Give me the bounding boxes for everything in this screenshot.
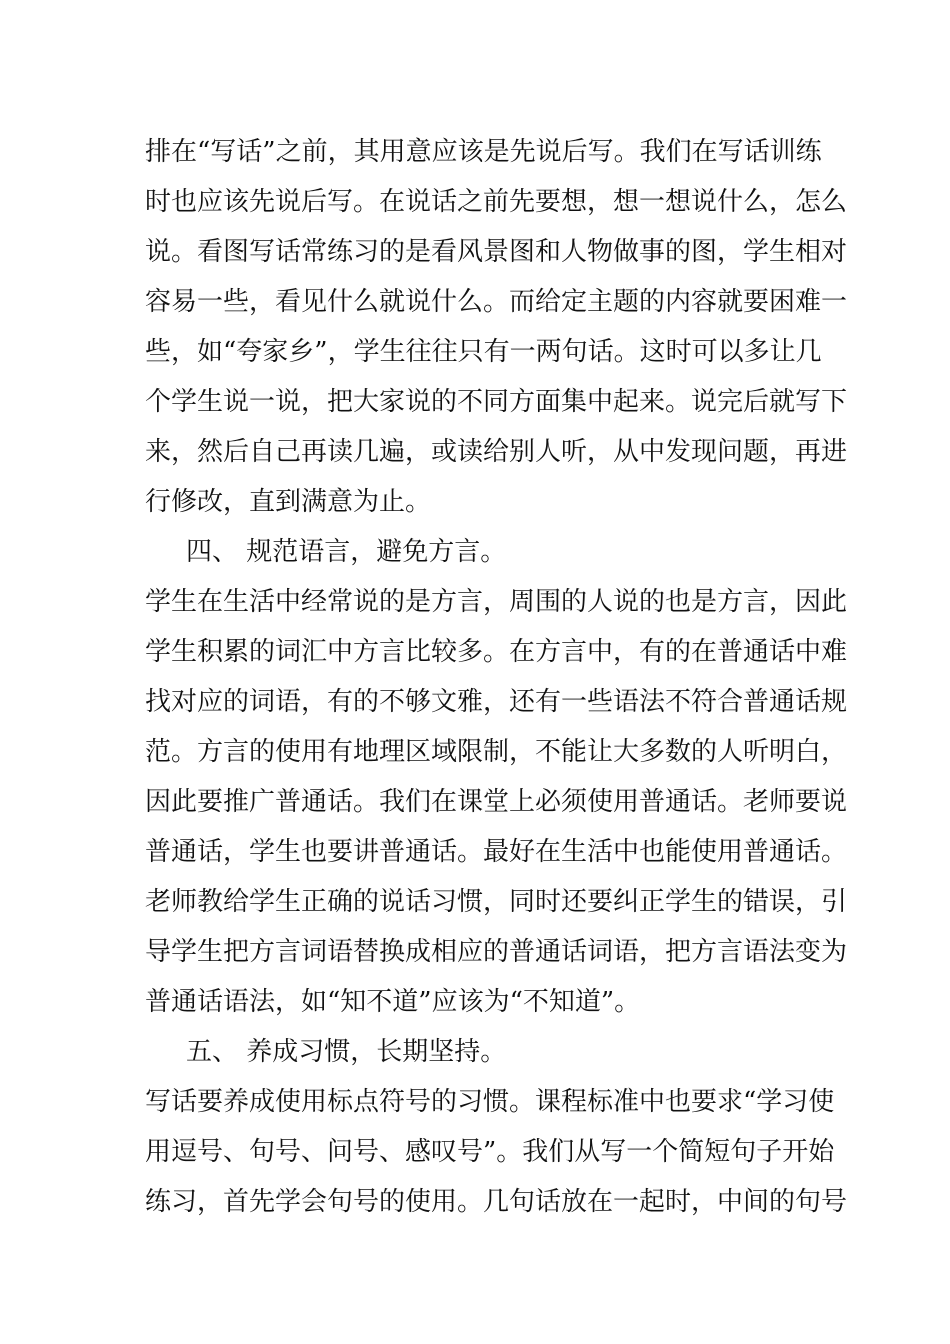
text-line: 范。方言的使用有地理区域限制，不能让大多数的人听明白， <box>145 737 848 767</box>
text-line: 容易一些，看见什么就说什么。而给定主题的内容就要困难一 <box>145 287 848 317</box>
document-body <box>145 127 848 1227</box>
text-line: 个学生说一说，把大家说的不同方面集中起来。说完后就写下 <box>145 387 848 417</box>
text-line: 排在“写话”之前，其用意应该是先说后写。我们在写话训练 <box>145 137 822 167</box>
text-line: 用逗号、句号、问号、感叹号”。我们从写一个简短句子开始 <box>145 1137 835 1167</box>
text-line: 普通话语法，如“知不道”应该为“不知道”。 <box>145 987 641 1017</box>
text-line: 导学生把方言词语替换成相应的普通话词语，把方言语法变为 <box>145 937 848 967</box>
text-line: 些，如“夸家乡”，学生往往只有一两句话。这时可以多让几 <box>145 337 822 367</box>
text-line: 因此要推广普通话。我们在课堂上必须使用普通话。老师要说 <box>145 787 848 817</box>
text-line: 普通话，学生也要讲普通话。最好在生活中也能使用普通话。 <box>145 837 848 867</box>
section-heading: 四、 规范语言，避免方言。 <box>186 537 507 567</box>
text-line: 来，然后自己再读几遍，或读给别人听，从中发现问题，再进 <box>145 437 848 467</box>
text-line: 找对应的词语，有的不够文雅，还有一些语法不符合普通话规 <box>145 687 848 717</box>
text-line: 学生在生活中经常说的是方言，周围的人说的也是方言，因此 <box>145 587 848 617</box>
text-line: 说。看图写话常练习的是看风景图和人物做事的图，学生相对 <box>145 237 848 267</box>
text-line: 练习，首先学会句号的使用。几句话放在一起时，中间的句号 <box>145 1187 848 1217</box>
text-line: 行修改，直到满意为止。 <box>145 487 432 517</box>
text-line: 老师教给学生正确的说话习惯，同时还要纠正学生的错误，引 <box>145 887 848 917</box>
section-heading: 五、 养成习惯，长期坚持。 <box>186 1037 507 1067</box>
text-line: 写话要养成使用标点符号的习惯。课程标准中也要求“学习使 <box>145 1087 835 1117</box>
text-line: 时也应该先说后写。在说话之前先要想，想一想说什么，怎么 <box>145 187 848 217</box>
text-line: 学生积累的词汇中方言比较多。在方言中，有的在普通话中难 <box>145 637 848 667</box>
